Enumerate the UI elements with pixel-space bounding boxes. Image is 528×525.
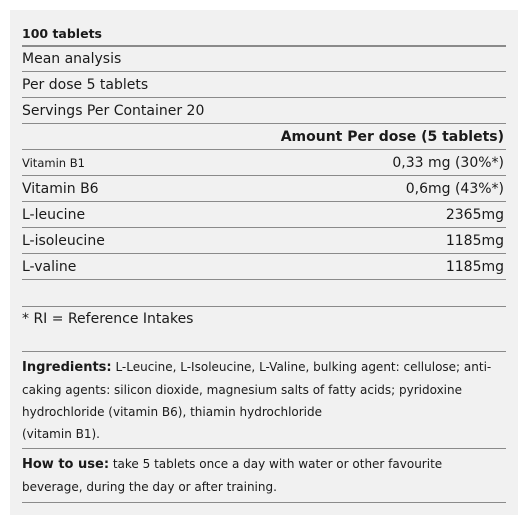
- ingredients-text-end: (vitamin B1).: [22, 427, 100, 441]
- table-row: Vitamin B1 0,33 mg (30%*): [22, 150, 506, 176]
- table-header-row: [22, 124, 506, 150]
- how-to-use-paragraph: [22, 453, 500, 498]
- footnote: * RI = Reference Intakes: [22, 311, 194, 327]
- table-row: L-isoleucine 1185mg: [22, 228, 506, 254]
- package-size: 100 tablets: [22, 22, 506, 46]
- info-row-servings: Servings Per Container 20: [22, 98, 506, 124]
- table-row: L-valine 1185mg: [22, 254, 506, 280]
- ingredients-label: Ingredients:: [22, 360, 112, 375]
- table-row: L-leucine 2365mg: [22, 202, 506, 228]
- info-row-per-dose: Per dose 5 tablets: [22, 72, 506, 98]
- divider: [22, 502, 506, 503]
- divider: [22, 448, 506, 449]
- info-row-mean-analysis: Mean analysis: [22, 46, 506, 72]
- ingredients-paragraph: [22, 356, 500, 445]
- how-to-use-text: take 5 tablets once a day with water or other favourite beverage, during the day or after training.: [22, 457, 443, 494]
- divider: [22, 351, 506, 352]
- table-row: Vitamin B6 0,6mg (43%*): [22, 176, 506, 202]
- nutrition-facts-panel: [10, 10, 518, 515]
- how-to-use-label: How to use:: [22, 457, 110, 472]
- ingredients-text: L-Leucine, L-Isoleucine, L-Valine, bulking agent: cellulose; anti-caking agents: silicon dioxide, magnesium salts of fatty acids; pyridoxine hydrochloride (vitamin B6), thiamin hydrochloride: [22, 360, 492, 419]
- column-header: Amount Per dose (5 tablets): [280, 128, 504, 145]
